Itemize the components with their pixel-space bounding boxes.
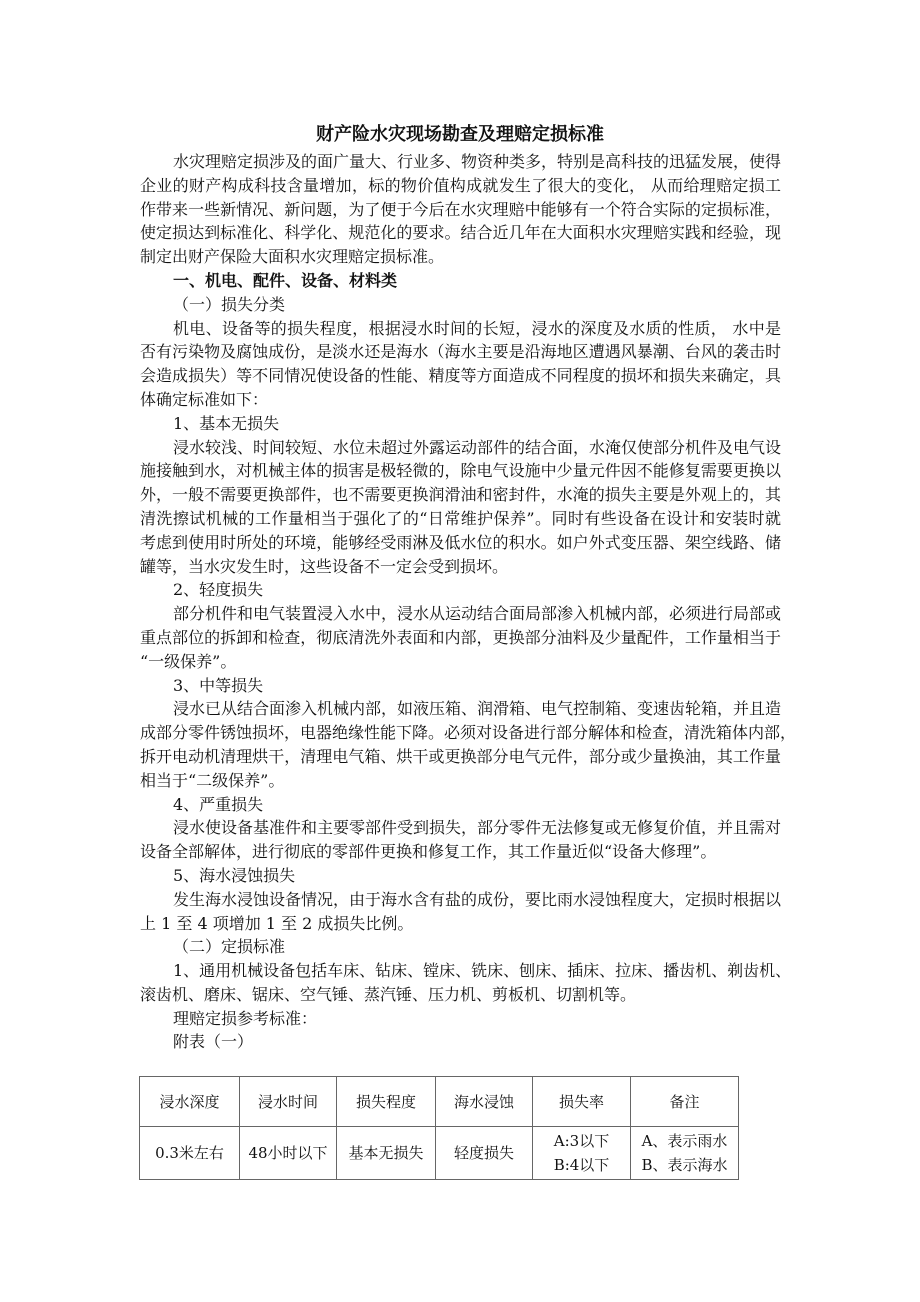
text-line: 滚齿机、磨床、锯床、空气锤、蒸汽锤、压力机、剪板机、切割机等。 [140,984,637,1004]
cell-degree: 基本无损失 [337,1127,436,1180]
text-line: 罐等，当水灾发生时，这些设备不一定会受到损坏。 [140,556,509,576]
rate-a: A:3以下 [553,1132,610,1150]
paragraph [140,150,781,269]
paragraph [140,959,792,1007]
text-line: 拆开电动机清理烘干，清理电气箱、烘干或更换部分电气元件，部分或少量换油，其工作量 [140,746,781,766]
text-line: 浸水使设备基准件和主要零部件受到损失，部分零件无法修复或无修复价值，并且需对 [173,818,782,838]
section-heading [140,269,781,293]
text-line: （一）损失分类 [173,294,286,314]
cell-time: 48小时以下 [240,1127,337,1180]
paragraph [140,1007,781,1031]
text-line: 清洗擦试机械的工作量相当于强化了的“日常维护保养”。同时有些设备在设计和安装时就 [140,508,781,528]
text-line: 上 1 至 4 项增加 1 至 2 成损失比例。 [140,913,414,933]
paragraph [140,697,797,792]
document-title: 财产险水灾现场勘查及理赔定损标准 [316,124,604,145]
paragraph [140,793,781,817]
cell-depth: 0.3米左右 [140,1127,240,1180]
paragraph [140,293,781,317]
rate-b: B:4以下 [553,1156,610,1174]
paragraph [140,816,781,864]
cell-rate [533,1127,631,1180]
paragraph [140,935,781,959]
text-line: 考虑到使用时所处的环境，能够经受雨淋及低水位的积水。如户外式变压器、架空线路、储 [140,532,781,552]
text-line: 设备全部解体，进行彻底的零部件更换和修复工作，其工作量近似“设备大修理”。 [140,842,717,862]
text-line: 5、海水浸蚀损失 [173,865,296,885]
paragraph [140,436,781,579]
text-line: 附表（一） [173,1032,254,1052]
text-line: 一、机电、配件、设备、材料类 [173,270,398,290]
text-line: 使定损达到标准化、科学化、规范化的要求。结合近几年在大面积水灾理赔实践和经验，现 [140,223,781,243]
text-line: 4、严重损失 [173,794,264,814]
paragraph [140,888,781,936]
paragraph [140,578,781,602]
text-line: 浸水较浅、时间较短、水位未超过外露运动部件的结合面，水淹仅使部分机件及电气设 [173,437,782,457]
document-body [140,150,797,1054]
table-header-row [140,1077,739,1127]
text-line: 3、中等损失 [173,675,264,695]
text-line: 否有污染物及腐蚀成份，是淡水还是海水（海水主要是沿海地区遭遇风暴潮、台风的袭击时 [140,342,781,362]
text-line: 机电、设备等的损失程度，根据浸水时间的长短，浸水的深度及水质的性质， 水中是 [173,318,781,338]
text-line: 部分机件和电气装置浸入水中，浸水从运动结合面局部渗入机械内部，必须进行局部或 [173,604,782,624]
text-line: 成部分零件锈蚀损坏，电器绝缘性能下降。必须对设备进行部分解体和检查，清洗箱体内部， [140,723,797,743]
loss-standard-table [139,1076,739,1180]
table-header-cell: 损失程度 [337,1077,436,1127]
text-line: 相当于“二级保养”。 [140,770,285,790]
table-header-cell: 损失率 [533,1077,631,1127]
text-line: 1、通用机械设备包括车床、钻床、镗床、铣床、刨床、插床、拉床、播齿机、剃齿机、 [173,961,792,981]
cell-note [631,1127,739,1180]
text-line: 重点部位的拆卸和检查，彻底清洗外表面和内部，更换部分油料及少量配件，工作量相当于 [140,627,781,647]
table-row [140,1127,739,1180]
table-header-cell: 浸水时间 [240,1077,337,1127]
text-line: “一级保养”。 [140,651,237,671]
paragraph [140,1030,781,1054]
paragraph [140,602,781,673]
text-line: 水灾理赔定损涉及的面广量大、行业多、物资种类多，特别是高科技的迅猛发展，使得 [173,152,782,171]
text-line: 外，一般不需要更换部件，也不需要更换润滑油和密封件，水淹的损失主要是外观上的，其 [140,485,781,505]
text-line: 施接触到水，对机械主体的损害是极轻微的，除电气设施中少量元件因不能修复需要更换以 [140,461,781,481]
text-line: 浸水已从结合面渗入机械内部，如液压箱、润滑箱、电气控制箱、变速齿轮箱，并且造 [173,699,782,719]
text-line: 发生海水浸蚀设备情况，由于海水含有盐的成份，要比雨水浸蚀程度大，定损时根据以 [173,889,782,909]
text-line: 1、基本无损失 [173,413,280,433]
text-line: 理赔定损参考标准： [173,1008,318,1028]
text-line: 企业的财产构成科技含量增加，标的物价值构成就发生了很大的变化， 从而给理赔定损工 [140,175,781,195]
table-header-cell: 浸水深度 [140,1077,240,1127]
text-line: （二）定损标准 [173,937,286,957]
text-line: 2、轻度损失 [173,580,264,600]
paragraph [140,674,781,698]
text-line: 体确定标准如下： [140,389,269,409]
paragraph [140,864,781,888]
paragraph [140,412,781,436]
text-line: 作带来一些新情况、新问题，为了便于今后在水灾理赔中能够有一个符合实际的定损标准， [140,199,781,219]
paragraph [140,317,781,412]
note-b: B、表示海水 [641,1156,728,1174]
text-line: 制定出财产保险大面积水灾理赔定损标准。 [140,247,445,267]
table-header-cell: 备注 [631,1077,739,1127]
text-line: 会造成损失）等不同情况使设备的性能、精度等方面造成不同程度的损坏和损失来确定，具 [140,366,781,386]
cell-seawater: 轻度损失 [436,1127,533,1180]
table-header-cell: 海水浸蚀 [436,1077,533,1127]
note-a: A、表示雨水 [641,1132,728,1150]
